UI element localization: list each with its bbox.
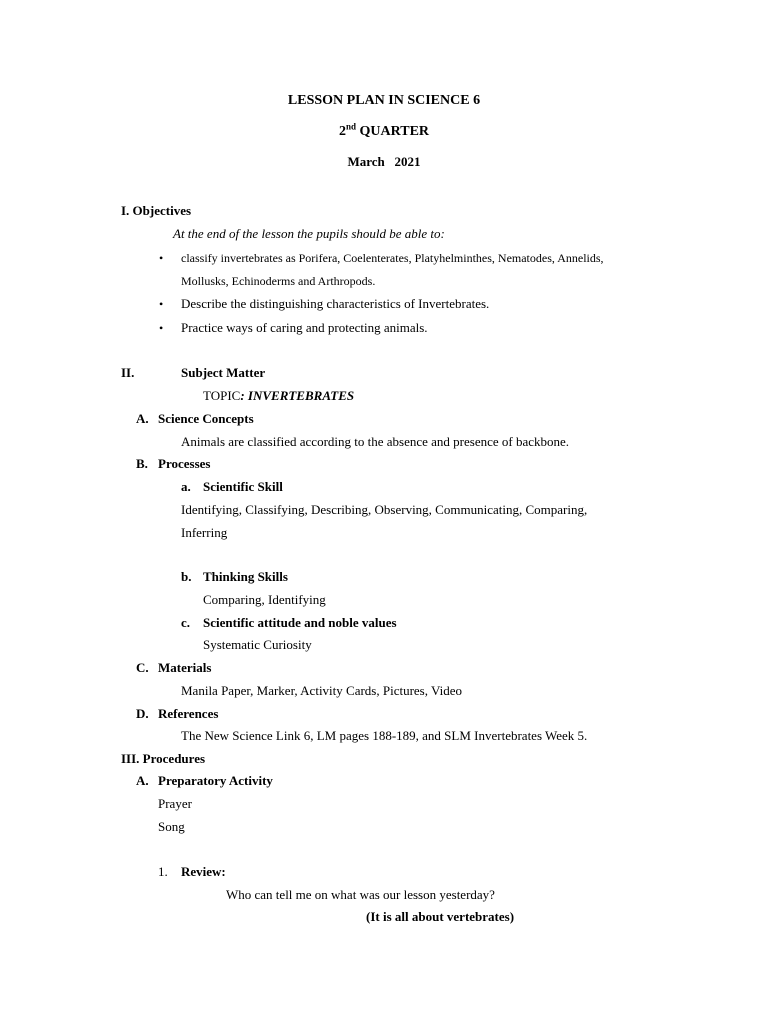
document-date: March 2021 xyxy=(347,154,421,169)
scientific-skill-heading: Scientific Skill xyxy=(203,479,283,494)
review-question: Who can tell me on what was our lesson yesterday? xyxy=(226,887,495,902)
science-concepts-heading: Science Concepts xyxy=(158,411,254,426)
list-letter: a. xyxy=(181,479,191,494)
bullet-glyph: • xyxy=(159,251,164,265)
quarter-word: QUARTER xyxy=(359,124,430,139)
objective-item-continued: Mollusks, Echinoderms and Arthropods. xyxy=(181,274,376,288)
preparatory-item: Prayer xyxy=(158,796,192,811)
references-text: The New Science Link 6, LM pages 188-189, and SLM Invertebrates Week 5. xyxy=(181,728,588,743)
preparatory-item: Song xyxy=(158,819,185,834)
thinking-skills-text: Comparing, Identifying xyxy=(203,592,326,607)
objective-item: classify invertebrates as Porifera, Coelenterates, Platyhelminthes, Nematodes, Annelids, xyxy=(181,251,604,265)
document-title: LESSON PLAN IN SCIENCE 6 xyxy=(287,93,481,108)
scientific-skill-text: Identifying, Classifying, Describing, Observing, Communicating, Comparing, xyxy=(181,502,588,517)
list-letter: D. xyxy=(136,706,149,721)
bullet-glyph: • xyxy=(159,321,164,335)
references-heading: References xyxy=(158,706,219,721)
attitude-heading: Scientific attitude and noble values xyxy=(203,615,397,630)
list-number: 1. xyxy=(158,864,168,879)
materials-text: Manila Paper, Marker, Activity Cards, Pictures, Video xyxy=(181,683,462,698)
attitude-text: Systematic Curiosity xyxy=(203,637,312,652)
quarter-number: 2 xyxy=(338,124,346,139)
objective-item: Describe the distinguishing characteristics of Invertebrates. xyxy=(181,296,490,311)
list-letter: B. xyxy=(136,456,148,471)
objectives-heading: I. Objectives xyxy=(121,203,192,218)
objectives-intro: At the end of the lesson the pupils should be able to: xyxy=(173,226,445,241)
science-concepts-text: Animals are classified according to the absence and presence of backbone. xyxy=(181,434,570,449)
quarter-superscript: nd xyxy=(345,121,356,132)
subject-matter-heading: Subject Matter xyxy=(181,365,266,380)
preparatory-activity-heading: Preparatory Activity xyxy=(158,773,273,788)
topic-value: : INVERTEBRATES xyxy=(240,388,355,403)
materials-heading: Materials xyxy=(158,660,212,675)
list-letter: c. xyxy=(181,615,191,630)
quarter-heading xyxy=(0,121,768,140)
list-letter: A. xyxy=(136,411,149,426)
list-letter: A. xyxy=(136,773,149,788)
objective-item: Practice ways of caring and protecting animals. xyxy=(181,320,428,335)
list-letter: C. xyxy=(136,660,149,675)
procedures-heading: III. Procedures xyxy=(121,751,206,766)
review-answer: (It is all about vertebrates) xyxy=(366,909,515,924)
section-numeral: II. xyxy=(121,365,135,380)
topic-label: TOPIC xyxy=(203,388,241,403)
bullet-glyph: • xyxy=(159,297,164,311)
topic-line xyxy=(203,388,354,404)
processes-heading: Processes xyxy=(158,456,211,471)
review-heading: Review: xyxy=(181,864,226,879)
list-letter: b. xyxy=(181,569,192,584)
thinking-skills-heading: Thinking Skills xyxy=(203,569,288,584)
scientific-skill-text-continued: Inferring xyxy=(181,525,228,540)
